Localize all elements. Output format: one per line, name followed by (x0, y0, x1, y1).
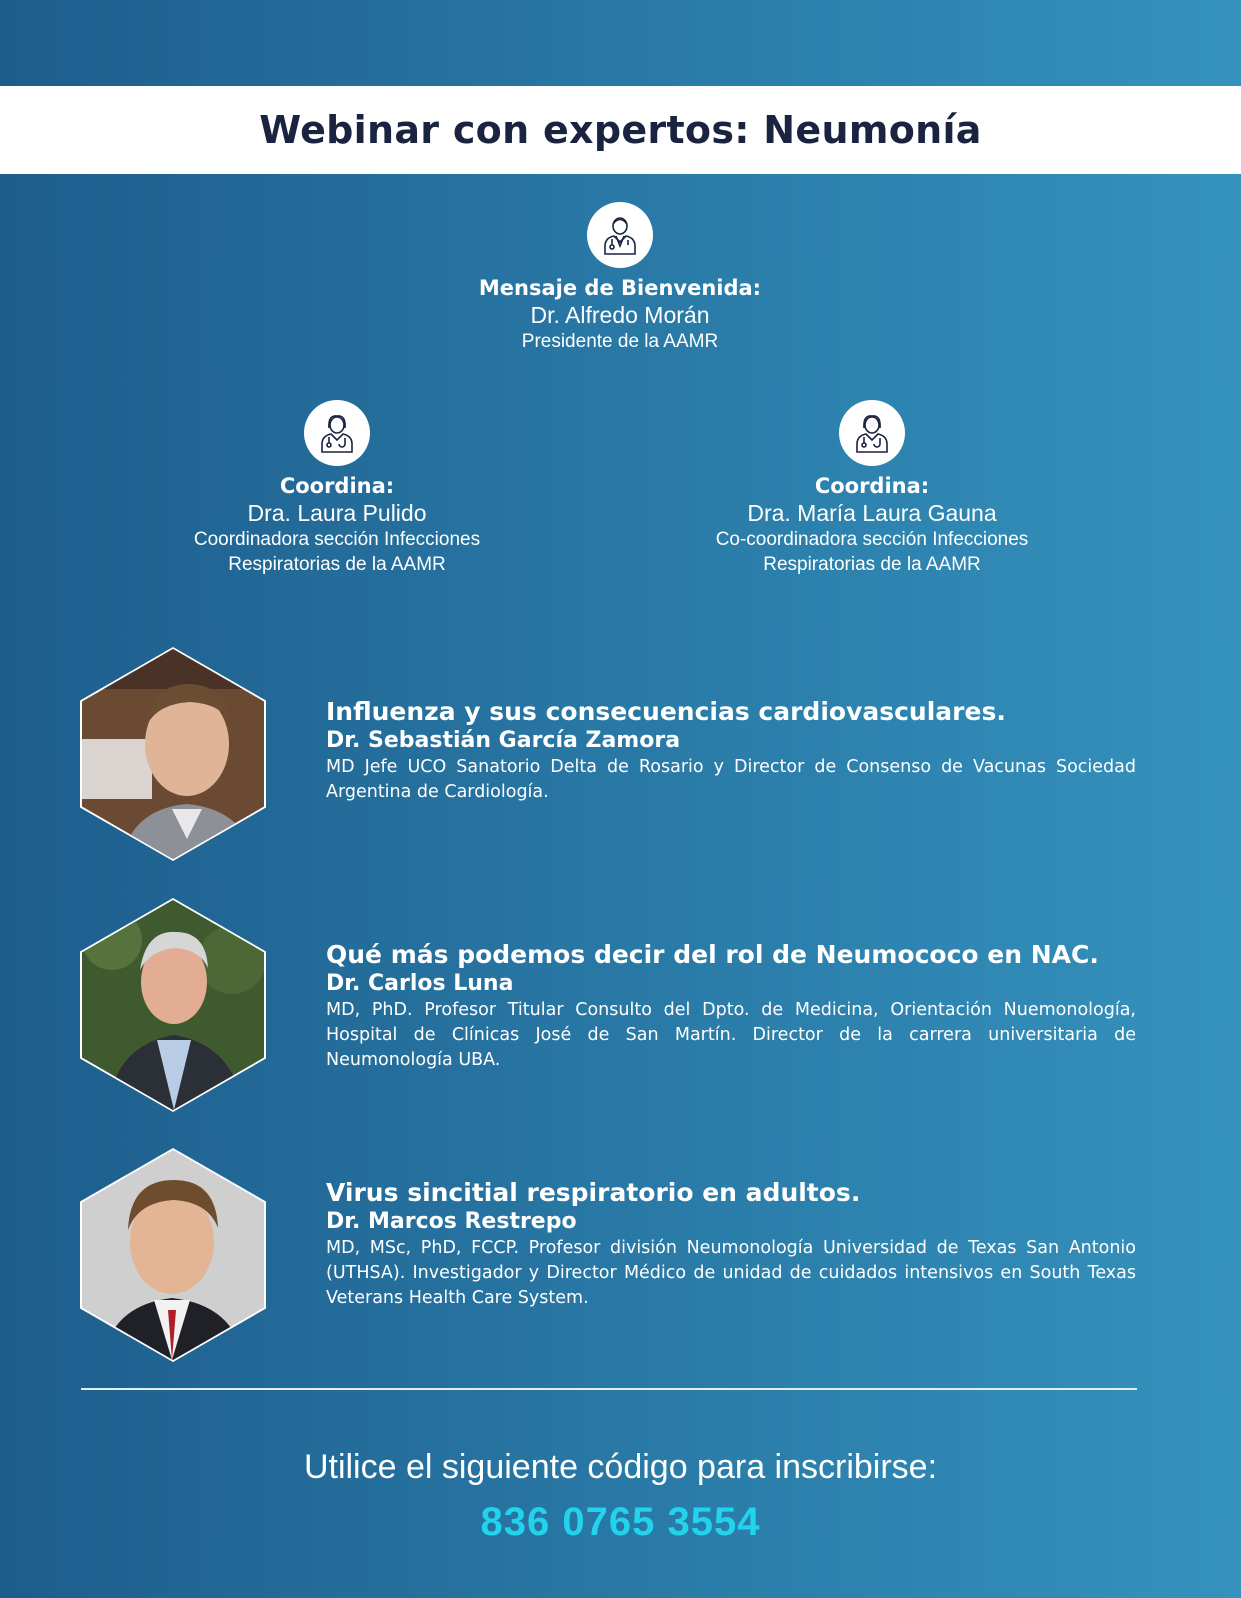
registration-code[interactable]: 836 0765 3554 (480, 1500, 761, 1544)
coordinator-label: Coordina: (279, 474, 395, 498)
title-banner (0, 86, 1241, 174)
footer-divider (81, 1388, 1137, 1390)
doctor-female-icon (839, 400, 905, 466)
speaker-photo-2 (80, 898, 266, 1112)
welcome-block (420, 202, 820, 354)
speaker-topic: Virus sincitial respiratorio en adultos. (326, 1178, 861, 1207)
portrait-image (82, 1150, 264, 1360)
welcome-name: Dr. Alfredo Morán (530, 302, 710, 328)
coordinator-name: Dra. Laura Pulido (247, 500, 427, 526)
speaker-photo-1 (80, 647, 266, 861)
speaker-topic: Influenza y sus consecuencias cardiovasculares. (326, 697, 1006, 726)
coordinator-block-1 (137, 400, 537, 577)
coordinator-name: Dra. María Laura Gauna (747, 500, 997, 526)
speaker-bio: MD, MSc, PhD, FCCP. Profesor división Neumonología Universidad de Texas San Antonio (UTHSA). Investigador y Director Médico de unidad de cuidados intensivos en South Texas Veterans Health Care System. (326, 1238, 1136, 1308)
speaker-info-2 (326, 940, 1136, 1073)
speaker-photo-3 (80, 1148, 266, 1362)
coordinator-label: Coordina: (814, 474, 930, 498)
coordinator-block-2 (652, 400, 1092, 577)
welcome-role: Presidente de la AAMR (521, 331, 719, 352)
coordinator-role-line2: Respiratorias de la AAMR (763, 554, 981, 575)
coordinator-role-line2: Respiratorias de la AAMR (228, 554, 446, 575)
speaker-bio: MD Jefe UCO Sanatorio Delta de Rosario y Director de Consenso de Vacunas Sociedad Argentina de Cardiología. (326, 757, 1136, 802)
doctor-male-icon (587, 202, 653, 268)
speaker-name: Dr. Marcos Restrepo (326, 1209, 577, 1234)
portrait-image (82, 900, 264, 1110)
speaker-bio: MD, PhD. Profesor Titular Consulto del Dpto. de Medicina, Orientación Nuemonología, Hospital de Clínicas José de San Martín. Director de la carrera universitaria de Neumonología UBA. (326, 1000, 1136, 1070)
speaker-name: Dr. Sebastián García Zamora (326, 728, 681, 753)
speaker-name: Dr. Carlos Luna (326, 971, 514, 996)
coordinator-role-line1: Coordinadora sección Infecciones (193, 529, 481, 550)
speaker-topic: Qué más podemos decir del rol de Neumococo en NAC. (326, 940, 1099, 969)
speaker-info-3 (326, 1178, 1136, 1311)
doctor-female-icon (304, 400, 370, 466)
page-title: Webinar con expertos: Neumonía (259, 108, 982, 152)
registration-prompt: Utilice el siguiente código para inscribirse: (303, 1448, 938, 1486)
coordinator-role-line1: Co-coordinadora sección Infecciones (715, 529, 1029, 550)
portrait-image (82, 649, 264, 859)
welcome-label: Mensaje de Bienvenida: (478, 276, 762, 300)
speaker-info-1 (326, 697, 1136, 805)
